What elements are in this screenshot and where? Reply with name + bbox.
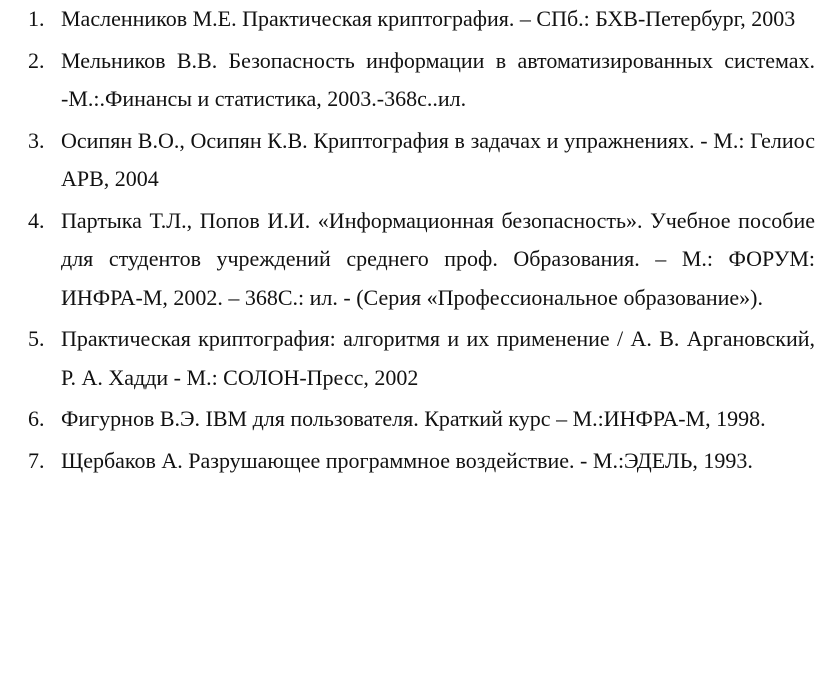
reference-list — [28, 0, 815, 480]
reference-text: Мельников В.В. Безопасность информации в автоматизированных системах. -М.:.Финансы и статистика, 2003.-368с..ил. — [61, 47, 815, 111]
reference-item — [28, 202, 815, 318]
reference-item — [28, 0, 815, 39]
reference-number: 5. — [28, 326, 45, 351]
reference-item — [28, 320, 815, 397]
reference-item — [28, 442, 815, 481]
reference-text: Фигурнов В.Э. IBM для пользователя. Краткий курс – М.:ИНФРА-М, 1998. — [61, 406, 766, 431]
reference-text: Практическая криптография: алгоритмя и их применение / А. В. Аргановский, Р. А. Хадди - М.: СОЛОН-Пресс, 2002 — [61, 326, 815, 390]
reference-number: 4. — [28, 207, 45, 233]
reference-text: Осипян В.О., Осипян К.В. Криптография в задачах и упражнениях. - М.: Гелиос АРВ, 2004 — [61, 127, 815, 191]
reference-item — [28, 400, 815, 439]
reference-text: Партыка Т.Л., Попов И.И. «Информационная безопасность». Учебное пособие для студентов учреждений среднего проф. Образования. – М.: ФОРУМ: ИНФРА-М, 2002. – 368С.: ил. - (Серия «Профессиональное образование»). — [61, 207, 815, 310]
reference-item — [28, 122, 815, 199]
reference-item — [28, 42, 815, 119]
reference-text: Масленников М.Е. Практическая криптография. – СПб.: БХВ-Петербург, 2003 — [61, 6, 796, 31]
reference-number: 3. — [28, 127, 45, 153]
reference-number: 1. — [28, 6, 45, 31]
reference-number: 6. — [28, 406, 45, 431]
reference-text: Щербаков А. Разрушающее программное воздействие. - М.:ЭДЕЛЬ, 1993. — [61, 447, 753, 473]
reference-number: 2. — [28, 47, 45, 73]
reference-number: 7. — [28, 447, 45, 473]
